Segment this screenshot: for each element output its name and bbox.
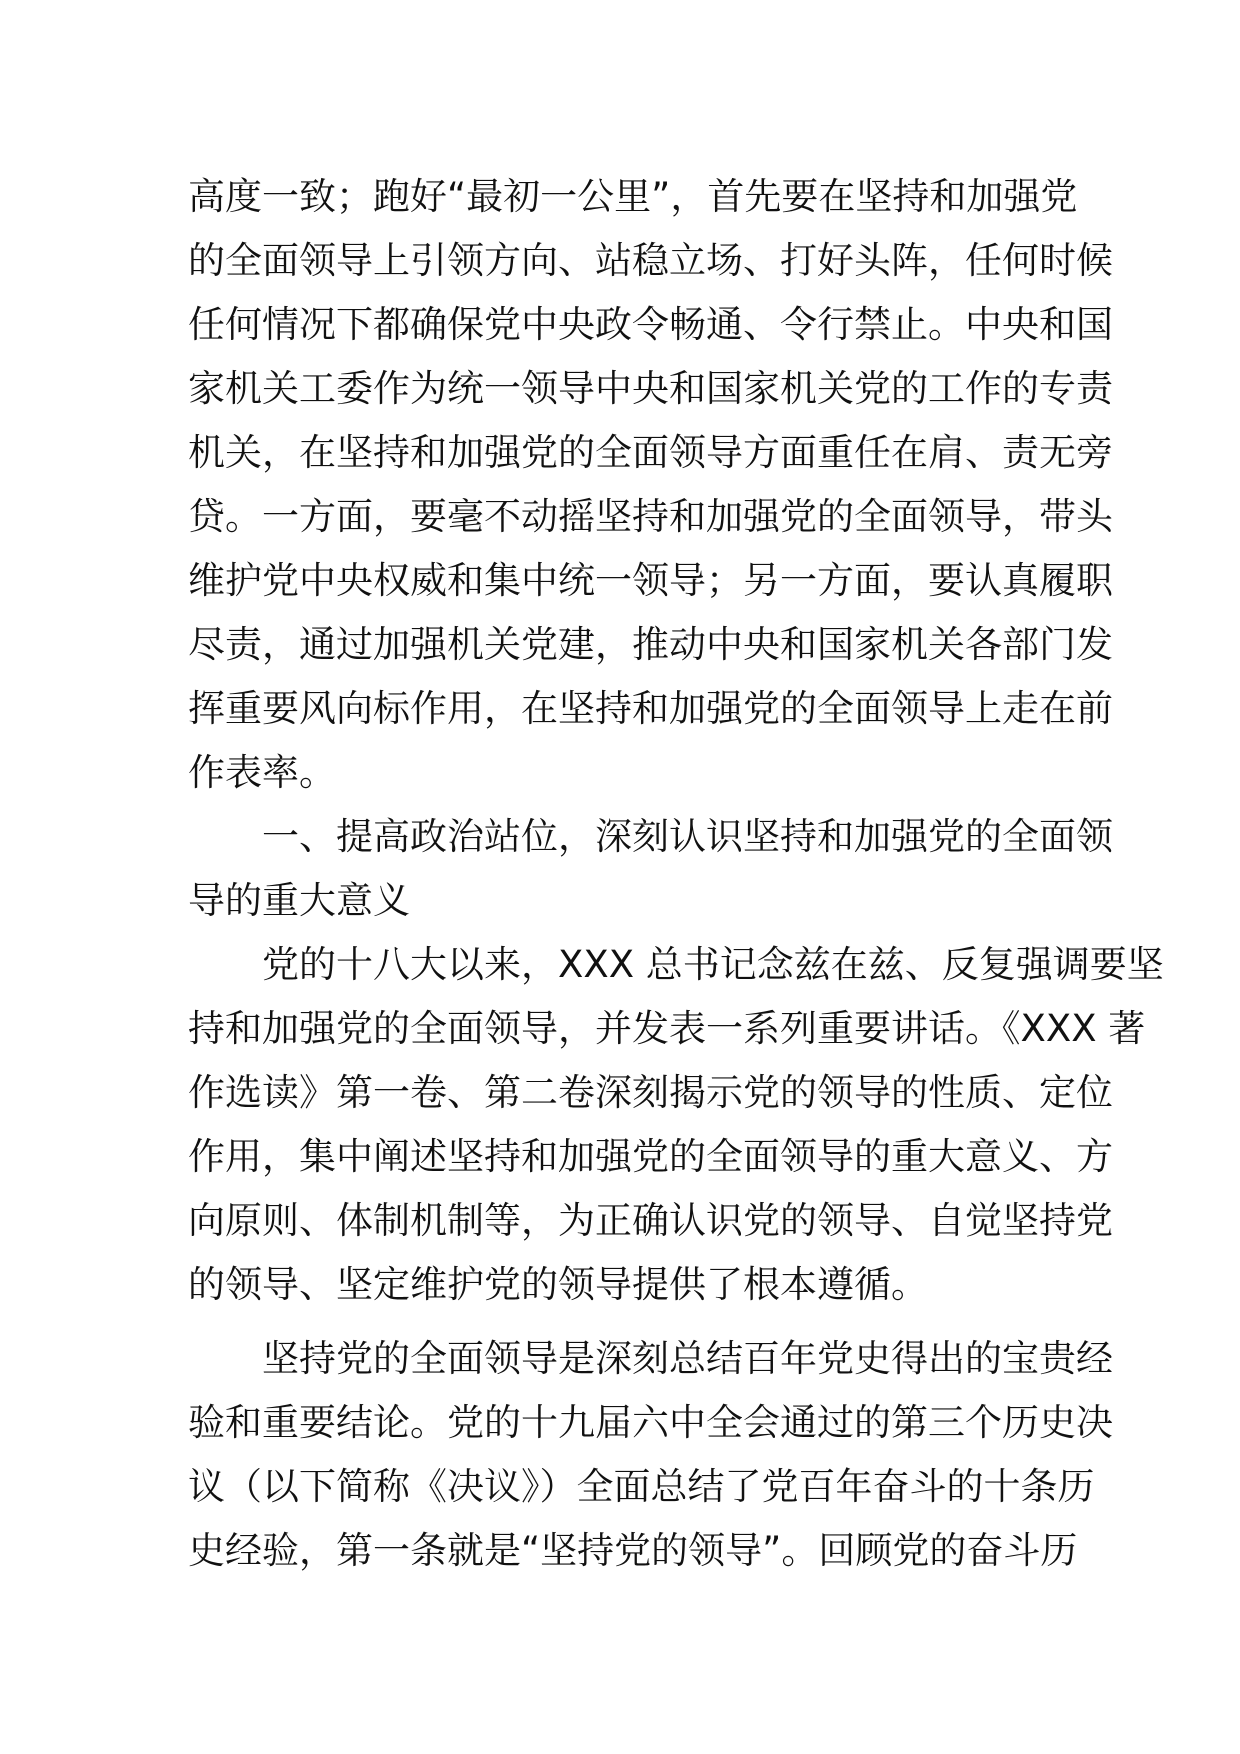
heading-line: 一、提高政治站位，深刻认识坚持和加强党的全面领 bbox=[262, 815, 1113, 858]
text-line: 的领导、坚定维护党的领导提供了根本遵循。 bbox=[188, 1263, 928, 1306]
paragraph-spacer bbox=[188, 1317, 1058, 1327]
text-line: 尽责，通过加强机关党建，推动中央和国家机关各部门发 bbox=[188, 623, 1113, 666]
body-text bbox=[188, 165, 1164, 1583]
text-line: 机关，在坚持和加强党的全面领导方面重任在肩、责无旁 bbox=[188, 431, 1113, 474]
heading-line: 导的重大意义 bbox=[188, 879, 410, 922]
text-line: 议（以下简称《决议》）全面总结了党百年奋斗的十条历 bbox=[188, 1465, 1095, 1508]
paragraph-3 bbox=[188, 1327, 1113, 1583]
text-line: 史经验，第一条就是“坚持党的领导”。回顾党的奋斗历 bbox=[188, 1529, 1078, 1572]
text-line: 高度一致；跑好“最初一公里”，首先要在坚持和加强党 bbox=[188, 175, 1078, 218]
paragraph-2 bbox=[188, 933, 1164, 1317]
text-line: 维护党中央权威和集中统一领导；另一方面，要认真履职 bbox=[188, 559, 1113, 602]
text-line: 家机关工委作为统一领导中央和国家机关党的工作的专责 bbox=[188, 367, 1113, 410]
text-line: 坚持党的全面领导是深刻总结百年党史得出的宝贵经 bbox=[262, 1337, 1113, 1380]
paragraph-intro bbox=[188, 165, 1113, 805]
text-line: 任何情况下都确保党中央政令畅通、令行禁止。中央和国 bbox=[188, 303, 1113, 346]
text-line: 向原则、体制机制等，为正确认识党的领导、自觉坚持党 bbox=[188, 1199, 1113, 1242]
text-line: 作选读》第一卷、第二卷深刻揭示党的领导的性质、定位 bbox=[188, 1071, 1113, 1114]
text-line: 持和加强党的全面领导，并发表一系列重要讲话。《XXX 著 bbox=[188, 1007, 1146, 1050]
text-line: 挥重要风向标作用，在坚持和加强党的全面领导上走在前 bbox=[188, 687, 1113, 730]
text-line: 作用，集中阐述坚持和加强党的全面领导的重大意义、方 bbox=[188, 1135, 1113, 1178]
text-line: 党的十八大以来，XXX 总书记念兹在兹、反复强调要坚 bbox=[262, 943, 1164, 986]
text-line: 的全面领导上引领方向、站稳立场、打好头阵，任何时候 bbox=[188, 239, 1113, 282]
text-line: 作表率。 bbox=[188, 751, 336, 794]
section-heading bbox=[188, 805, 1113, 933]
text-line: 贷。一方面，要毫不动摇坚持和加强党的全面领导，带头 bbox=[188, 495, 1113, 538]
text-line: 验和重要结论。党的十九届六中全会通过的第三个历史决 bbox=[188, 1401, 1113, 1444]
